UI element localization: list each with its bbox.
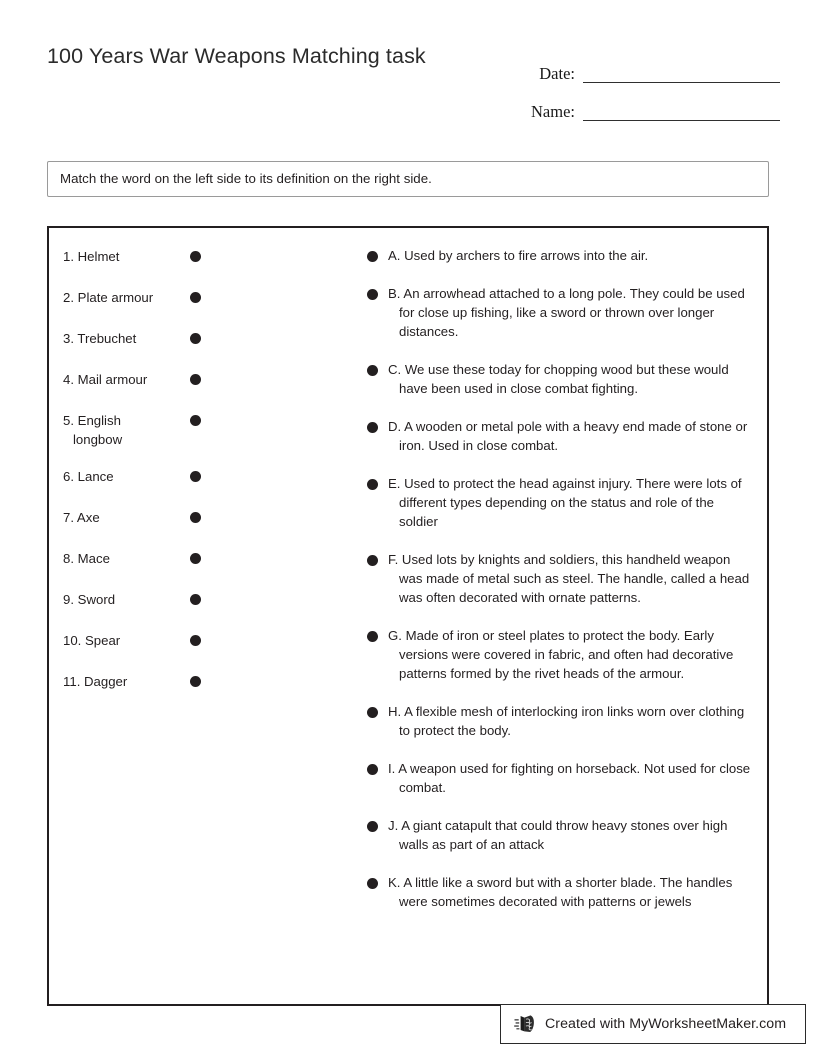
term-label: 4. Mail armour	[63, 372, 148, 387]
term-row	[65, 246, 245, 270]
term-label: 10. Spear	[63, 633, 121, 649]
term-label: 6. Lance	[63, 469, 114, 485]
definition-row	[367, 284, 757, 341]
definition-connector-dot[interactable]	[367, 289, 378, 300]
attribution-text: Created with MyWorksheetMaker.com	[545, 1016, 787, 1032]
definition-label: C. We use these today for chopping wood but these would have been used in close combat fighting.	[388, 362, 729, 396]
definition-label: D. A wooden or metal pole with a heavy end made of stone or iron. Used in close combat.	[388, 419, 748, 453]
definition-label: I. A weapon used for fighting on horseback. Not used for close combat.	[388, 761, 751, 795]
term-connector-dot[interactable]	[190, 676, 201, 687]
matching-area	[47, 226, 769, 1006]
definition-row	[367, 550, 757, 607]
term-row	[65, 369, 245, 393]
term-row	[65, 287, 245, 311]
definition-label: E. Used to protect the head against injury. There were lots of different types depending on the status and role of the soldier	[388, 476, 742, 529]
term-connector-wrap	[173, 548, 211, 564]
term-connector-dot[interactable]	[190, 415, 201, 426]
definition-row	[367, 759, 757, 797]
page-title: 100 Years War Weapons Matching task	[47, 44, 426, 68]
attribution-badge[interactable]	[500, 1004, 806, 1044]
term-connector-dot[interactable]	[190, 471, 201, 482]
definition-row	[367, 246, 757, 265]
term-connector-dot[interactable]	[190, 374, 201, 385]
definition-connector-dot[interactable]	[367, 878, 378, 889]
definition-connector-dot[interactable]	[367, 479, 378, 490]
term-connector-wrap	[173, 507, 211, 523]
term-label: 1. Helmet	[63, 249, 120, 264]
definition-connector-dot[interactable]	[367, 631, 378, 642]
definition-label: H. A flexible mesh of interlocking iron links worn over clothing to protect the body.	[388, 704, 745, 738]
term-connector-wrap	[173, 671, 211, 687]
definition-row	[367, 702, 757, 740]
definition-connector-dot[interactable]	[367, 365, 378, 376]
definition-connector-dot[interactable]	[367, 251, 378, 262]
term-connector-dot[interactable]	[190, 292, 201, 303]
student-meta-block	[505, 48, 780, 124]
term-label: 11. Dagger	[63, 674, 128, 690]
definition-row	[367, 816, 757, 854]
term-connector-wrap	[173, 287, 211, 303]
definition-row	[367, 417, 757, 455]
instruction-box	[47, 161, 769, 197]
term-row	[65, 410, 245, 449]
term-connector-dot[interactable]	[190, 594, 201, 605]
term-label: 9. Sword	[63, 592, 116, 608]
term-connector-wrap	[173, 466, 211, 482]
term-connector-dot[interactable]	[190, 512, 201, 523]
instruction-text: Match the word on the left side to its definition on the right side.	[60, 171, 432, 187]
term-connector-wrap	[173, 410, 211, 426]
term-row	[65, 589, 245, 613]
definition-label: G. Made of iron or steel plates to protect the body. Early versions were covered in fabric, and often had decorative patterns formed by the rivet heads of the armour.	[388, 628, 734, 681]
term-connector-wrap	[173, 630, 211, 646]
term-connector-wrap	[173, 328, 211, 344]
definition-label: F. Used lots by knights and soldiers, this handheld weapon was made of metal such as steel. The handle, called a head was often decorated with ornate patterns.	[388, 552, 750, 605]
term-row	[65, 630, 245, 654]
term-row	[65, 671, 245, 695]
definition-connector-dot[interactable]	[367, 764, 378, 775]
definition-connector-dot[interactable]	[367, 422, 378, 433]
definition-label: J. A giant catapult that could throw heavy stones over high walls as part of an attack	[388, 818, 728, 852]
definitions-column	[367, 246, 757, 930]
date-input-line[interactable]	[583, 82, 780, 83]
term-label: 5. English longbow	[63, 413, 123, 448]
date-label: Date:	[539, 64, 575, 83]
term-label: 7. Axe	[63, 510, 100, 526]
term-label: 2. Plate armour	[63, 290, 154, 305]
name-input-line[interactable]	[583, 120, 780, 121]
term-connector-wrap	[173, 589, 211, 605]
date-row	[505, 48, 780, 86]
definition-row	[367, 474, 757, 531]
definition-row	[367, 360, 757, 398]
name-label: Name:	[531, 102, 575, 121]
term-label: 3. Trebuchet	[63, 331, 137, 346]
worksheet-maker-logo-icon	[514, 1013, 536, 1035]
definition-row	[367, 626, 757, 683]
term-connector-wrap	[173, 246, 211, 262]
name-row	[505, 86, 780, 124]
term-connector-dot[interactable]	[190, 251, 201, 262]
term-connector-dot[interactable]	[190, 553, 201, 564]
definition-connector-dot[interactable]	[367, 707, 378, 718]
definition-label: K. A little like a sword but with a shorter blade. The handles were sometimes decorated with patterns or jewels	[388, 875, 733, 909]
term-label: 8. Mace	[63, 551, 110, 567]
definition-label: B. An arrowhead attached to a long pole. They could be used for close up fishing, like a sword or thrown over longer distances.	[388, 286, 745, 339]
definition-connector-dot[interactable]	[367, 821, 378, 832]
definition-label: A. Used by archers to fire arrows into the air.	[388, 248, 649, 263]
term-connector-dot[interactable]	[190, 635, 201, 646]
terms-column	[65, 246, 245, 712]
definition-row	[367, 873, 757, 911]
term-row	[65, 507, 245, 531]
term-row	[65, 328, 245, 352]
term-connector-dot[interactable]	[190, 333, 201, 344]
term-connector-wrap	[173, 369, 211, 385]
term-row	[65, 466, 245, 490]
term-row	[65, 548, 245, 572]
definition-connector-dot[interactable]	[367, 555, 378, 566]
